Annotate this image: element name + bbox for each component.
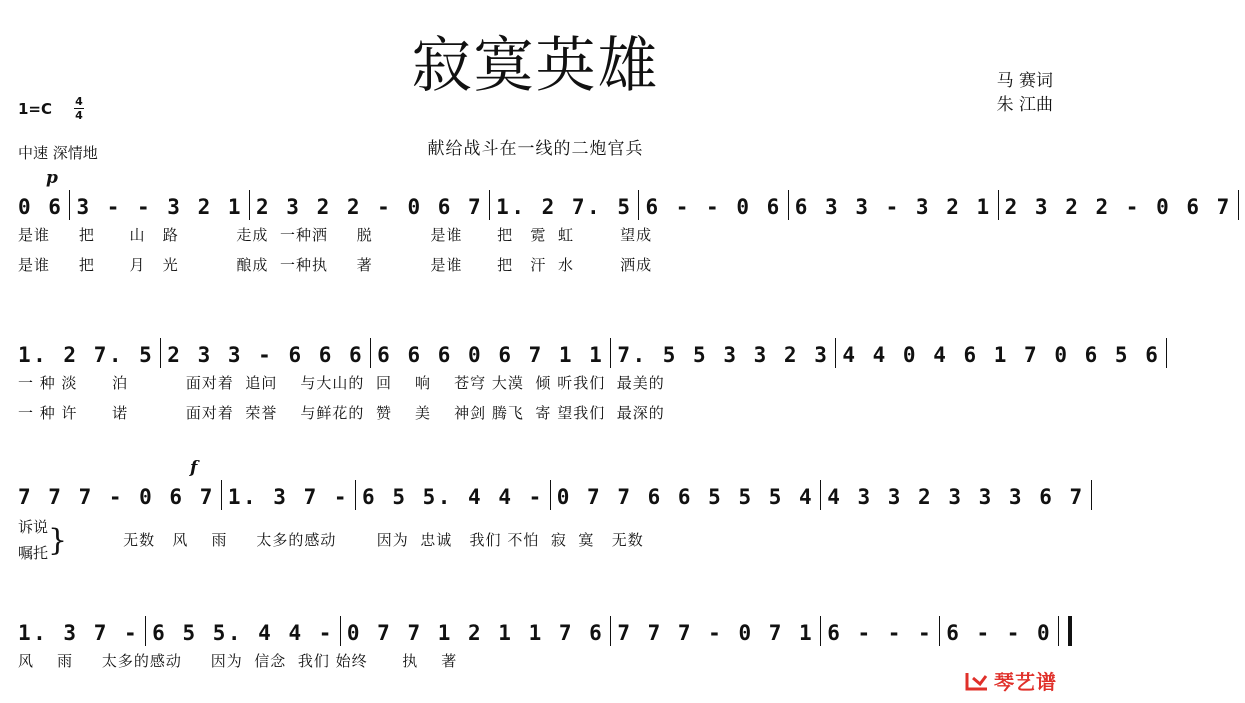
score-system-2 bbox=[18, 328, 1161, 428]
measure: 6 - - 0 bbox=[946, 621, 1053, 645]
measure: 2 3 2 2 - 0 6 7 bbox=[256, 195, 484, 219]
measure: 1. 2 7. 5 bbox=[496, 195, 633, 219]
time-signature-top: 4 bbox=[75, 95, 83, 108]
measure: 3 - - 3 2 1 bbox=[76, 195, 244, 219]
measure: 7 7 7 - 0 6 7 bbox=[18, 485, 215, 509]
measure: 6 - - 0 6 bbox=[645, 195, 782, 219]
staff-line bbox=[18, 612, 1053, 646]
measure: 0 7 7 1 2 1 1 7 6 bbox=[346, 621, 605, 645]
measure: 0 7 7 6 6 5 5 5 4 bbox=[556, 485, 815, 509]
logo-icon bbox=[964, 670, 990, 692]
measure: 4 4 0 4 6 1 7 0 6 5 6 bbox=[842, 343, 1161, 367]
score-system-1 bbox=[18, 168, 1232, 280]
notation-line bbox=[18, 616, 1072, 646]
measure: 0 6 bbox=[18, 195, 64, 219]
lyrics-block bbox=[18, 510, 1048, 570]
measure: 1. 3 7 - bbox=[18, 621, 140, 645]
measure: 1. 2 7. 5 bbox=[18, 343, 155, 367]
staff-line bbox=[18, 180, 1232, 220]
key-signature: 1=C bbox=[18, 100, 53, 118]
watermark-logo bbox=[964, 666, 1057, 695]
staff-line bbox=[18, 328, 1161, 368]
notation-line bbox=[18, 338, 1173, 368]
song-title: 寂寞英雄 bbox=[411, 31, 660, 101]
side-lyric-2: 嘱托 bbox=[18, 544, 49, 562]
measure: 7 7 7 - 0 7 1 bbox=[617, 621, 815, 645]
measure: 6 - - - bbox=[827, 621, 934, 645]
measure: 6 5 5. 4 4 - bbox=[152, 621, 334, 645]
staff-line bbox=[18, 470, 1085, 510]
score-system-4 bbox=[18, 612, 1053, 676]
measure: 6 5 5. 4 4 - bbox=[362, 485, 544, 509]
lyrics-verse-2: 是谁 把 月 光 酿成 一种执 著 是谁 把 汗 水 洒成 bbox=[18, 256, 653, 274]
measure: 2 3 2 2 - 0 6 7 bbox=[1004, 195, 1232, 219]
dedication: 献给战斗在一线的二炮官兵 bbox=[427, 139, 644, 159]
lyrics-verse-1: 风 雨 太多的感动 因为 信念 我们 始终 执 著 bbox=[18, 652, 458, 670]
dynamic-forte: f bbox=[190, 458, 198, 478]
composer-credit: 朱 江曲 bbox=[996, 95, 1053, 115]
lyrics-verse-2: 一 种 许 诺 面对着 荣誉 与鲜花的 赞 美 神剑 腾飞 寄 望我们 最深的 bbox=[18, 404, 665, 422]
score-system-3 bbox=[18, 458, 1085, 570]
lyrics-verse-1: 无数 风 雨 太多的感动 因为 忠诚 我们 不怕 寂 寞 无数 bbox=[123, 531, 644, 549]
notation-line bbox=[18, 480, 1098, 510]
dynamic-piano: p bbox=[46, 168, 58, 188]
tempo-marking: 中速 深情地 bbox=[18, 144, 98, 162]
brace-icon: } bbox=[48, 522, 68, 558]
measure: 6 6 6 0 6 7 1 1 bbox=[377, 343, 605, 367]
side-lyrics bbox=[18, 514, 48, 566]
time-signature bbox=[74, 95, 84, 122]
measure: 6 3 3 - 3 2 1 bbox=[794, 195, 992, 219]
time-signature-bottom: 4 bbox=[75, 109, 83, 122]
lyrics-verse-1: 是谁 把 山 路 走成 一种洒 脱 是谁 把 霓 虹 望成 bbox=[18, 226, 653, 244]
lyrics-verse-1: 一 种 淡 泊 面对着 追问 与大山的 回 响 苍穹 大漠 倾 听我们 最美的 bbox=[18, 374, 665, 392]
side-lyric-1: 诉说 bbox=[18, 518, 49, 536]
measure: 4 3 3 2 3 3 3 6 7 bbox=[827, 485, 1085, 509]
measure: 1. 3 7 - bbox=[227, 485, 350, 509]
measure: 2 3 3 - 6 6 6 bbox=[167, 343, 365, 367]
notation-line bbox=[18, 190, 1245, 220]
lyricist-credit: 马 赛词 bbox=[996, 71, 1053, 91]
logo-text: 琴艺谱 bbox=[994, 670, 1057, 694]
measure: 7. 5 5 3 3 2 3 bbox=[617, 343, 830, 367]
